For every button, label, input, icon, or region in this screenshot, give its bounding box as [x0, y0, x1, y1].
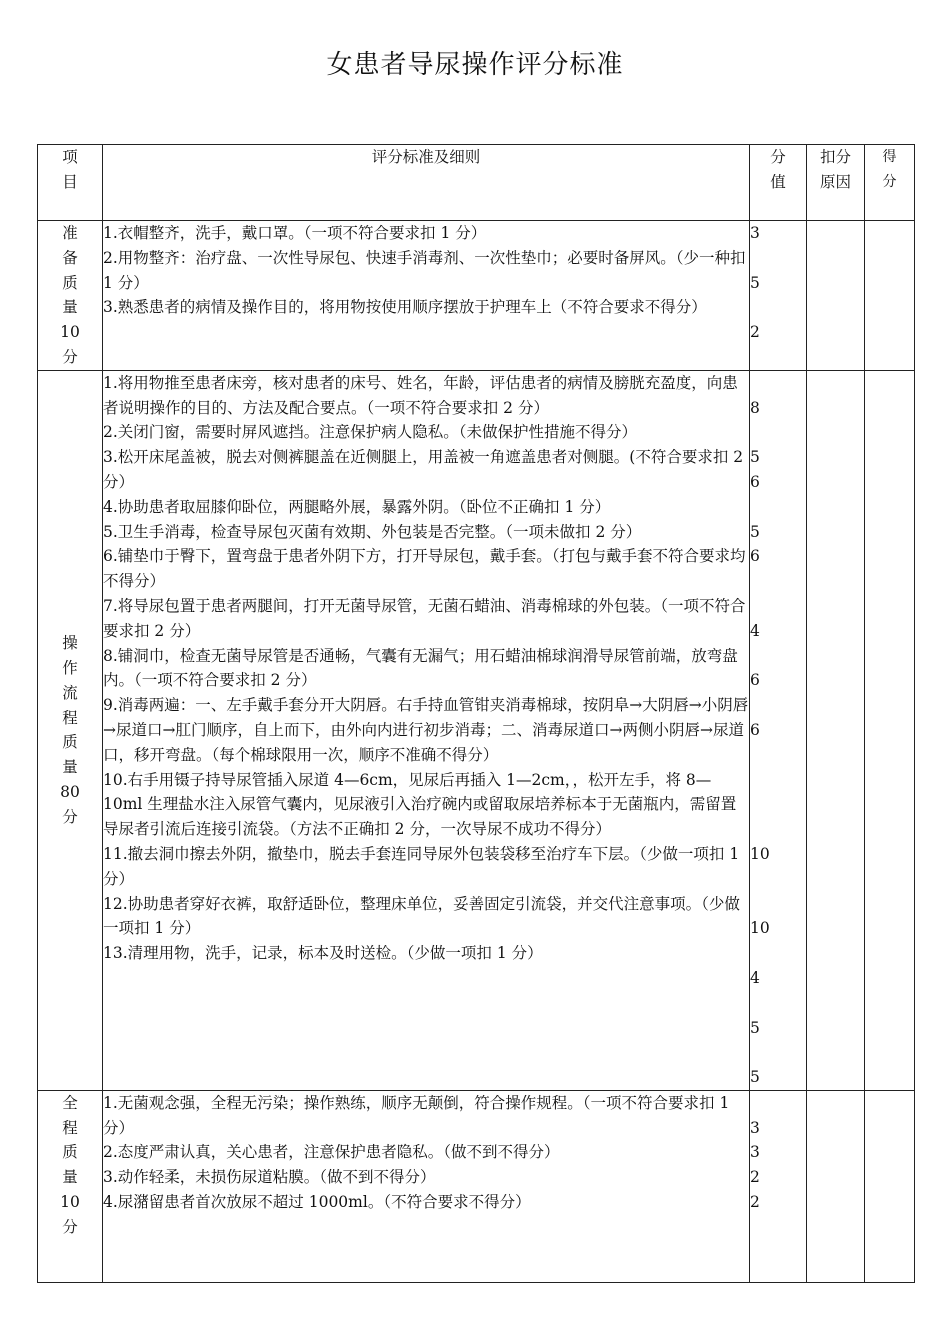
points-value: 5	[750, 522, 760, 541]
points-value	[750, 792, 806, 817]
points-cell	[750, 370, 807, 1090]
points-value: 3	[750, 1143, 760, 1162]
points-value: 6	[750, 671, 760, 690]
criteria-item: 12.协助患者穿好衣裤，取舒适卧位，整理床单位，妥善固定引流袋，并交代注意事项。（少做一项扣 1 分）	[103, 894, 740, 938]
points-value: 5	[750, 448, 760, 467]
points-value	[750, 420, 806, 445]
header-row	[38, 145, 915, 221]
points-value: 2	[750, 1193, 760, 1212]
deduct-reason-cell	[807, 221, 865, 371]
header-score-got: 得分	[865, 145, 915, 221]
score-got-cell	[865, 370, 915, 1090]
criteria-item: 2.用物整齐：治疗盘、一次性导尿包、快速手消毒剂、一次性垫巾；必要时备屏风。（少一种扣 1 分）	[103, 248, 746, 292]
points-value	[750, 1040, 806, 1065]
points-value: 3	[750, 224, 760, 242]
points-value	[750, 246, 806, 271]
points-value: 5	[750, 1068, 760, 1087]
points-cell	[750, 1090, 807, 1282]
points-value	[750, 693, 806, 718]
points-value: 6	[750, 547, 760, 566]
page-title: 女患者导尿操作评分标准	[326, 50, 624, 80]
points-value	[750, 495, 806, 520]
points-value	[750, 892, 806, 917]
points-value	[750, 594, 806, 619]
criteria-item: 3.松开床尾盖被，脱去对侧裤腿盖在近侧腿上，用盖被一角遮盖患者对侧腿。(不符合要求扣 2 分）	[103, 448, 744, 491]
criteria-item: 4.协助患者取屈膝仰卧位，两腿略外展，暴露外阴。（卧位不正确扣 1 分）	[103, 497, 611, 516]
header-criteria: 评分标准及细则	[103, 145, 750, 221]
header-points: 分值	[750, 145, 807, 221]
criteria-item: 1.无菌观念强，全程无污染；操作熟练，顺序无颠倒，符合操作规程。（一项不符合要求扣 1 分）	[103, 1093, 730, 1137]
points-value	[750, 991, 806, 1016]
points-value: 6	[750, 472, 760, 491]
criteria-item: 3.熟悉患者的病情及操作目的，将用物按使用顺序摆放于护理车上（不符合要求不得分）	[103, 298, 707, 317]
criteria-item: 1.衣帽整齐，洗手，戴口罩。（一项不符合要求扣 1 分）	[103, 224, 487, 242]
criteria-item: 4.尿潴留患者首次放尿不超过 1000ml。（不符合要求不得分）	[103, 1193, 531, 1212]
points-value: 8	[750, 398, 760, 417]
points-value: 4	[750, 621, 760, 640]
points-value: 3	[750, 1118, 760, 1137]
points-value: 10	[750, 844, 770, 863]
points-value	[750, 867, 806, 892]
criteria-item: 3.动作轻柔，未损伤尿道粘膜。（做不到不得分）	[103, 1168, 436, 1187]
criteria-cell	[103, 221, 750, 371]
header-deduct-reason: 扣分原因	[807, 145, 865, 221]
points-value: 2	[750, 323, 760, 342]
criteria-item: 8.铺洞巾，检查无菌导尿管是否通畅，气囊有无漏气；用石蜡油棉球润滑导尿管前端，放弯盘内。（一项不符合要求扣 2 分）	[103, 646, 738, 690]
criteria-item: 13.清理用物，洗手，记录，标本及时送检。（少做一项扣 1 分）	[103, 944, 543, 963]
criteria-item: 5.卫生手消毒，检查导尿包灭菌有效期、外包装是否完整。（一项未做扣 2 分）	[103, 522, 642, 541]
points-value: 6	[750, 720, 760, 739]
section-overall	[38, 1090, 915, 1282]
points-value: 4	[750, 968, 760, 987]
criteria-item: 10.右手用镊子持导尿管插入尿道 4—6cm，见尿后再插入 1—2cm，，松开左手，将 8—10ml 生理盐水注入尿管气囊内，见尿液引入治疗碗内或留取尿培养标本于无菌瓶内，需留置导尿者引流后连接引流袋。（方法不正确扣 2 分，一次导尿不成功不得分）	[103, 770, 737, 839]
criteria-item: 7.将导尿包置于患者两腿间，打开无菌导尿管，无菌石蜡油、消毒棉球的外包装。（一项不符合要求扣 2 分）	[103, 596, 746, 640]
criteria-item: 1.将用物推至患者床旁，核对患者的床号、姓名，年龄，评估患者的病情及膀胱充盈度，向患者说明操作的目的、方法及配合要点。（一项不符合要求扣 2 分）	[103, 373, 738, 417]
score-got-cell	[865, 221, 915, 371]
criteria-item: 9.消毒两遍：一、左手戴手套分开大阴唇。右手持血管钳夹消毒棉球，按阴阜→大阴唇→小阴唇→尿道口→肛门顺序，自上而下，由外向内进行初步消毒；二、消毒尿道口→两侧小阴唇→尿道口，移开弯盘。（每个棉球限用一次，顺序不准确不得分）	[103, 696, 749, 764]
section-preparation	[38, 221, 915, 371]
category-cell: 准备质量10分	[38, 221, 103, 371]
header-item: 项目	[38, 145, 103, 221]
points-cell	[750, 221, 807, 371]
points-value: 5	[750, 1018, 760, 1037]
points-value	[750, 743, 806, 768]
criteria-item: 6.铺垫巾于臀下，置弯盘于患者外阴下方，打开导尿包，戴手套。（打包与戴手套不符合要求均不得分）	[103, 547, 746, 591]
criteria-cell	[103, 1090, 750, 1282]
scoring-table	[37, 144, 915, 1283]
deduct-reason-cell	[807, 1090, 865, 1282]
points-value	[750, 1091, 806, 1116]
points-value: 5	[750, 273, 760, 292]
criteria-item: 2.态度严肃认真，关心患者，注意保护患者隐私。（做不到不得分）	[103, 1143, 560, 1162]
category-cell: 操作流程质量80分	[38, 370, 103, 1090]
criteria-item: 11.撤去洞巾擦去外阴，撤垫巾，脱去手套连同导尿外包装袋移至治疗车下层。（少做一项扣 1 分）	[103, 844, 740, 888]
points-value	[750, 817, 806, 842]
points-value	[750, 644, 806, 669]
points-value	[750, 768, 806, 793]
points-value: 2	[750, 1168, 760, 1187]
section-process	[38, 370, 915, 1090]
category-cell: 全程质量10分	[38, 1090, 103, 1282]
points-value: 10	[750, 919, 770, 938]
points-value	[750, 371, 806, 396]
criteria-item: 2.关闭门窗，需要时屏风遮挡。注意保护病人隐私。（未做保护性措施不得分）	[103, 423, 638, 442]
points-value	[750, 941, 806, 966]
deduct-reason-cell	[807, 370, 865, 1090]
criteria-cell	[103, 370, 750, 1090]
points-value	[750, 569, 806, 594]
points-value	[750, 295, 806, 320]
score-got-cell	[865, 1090, 915, 1282]
